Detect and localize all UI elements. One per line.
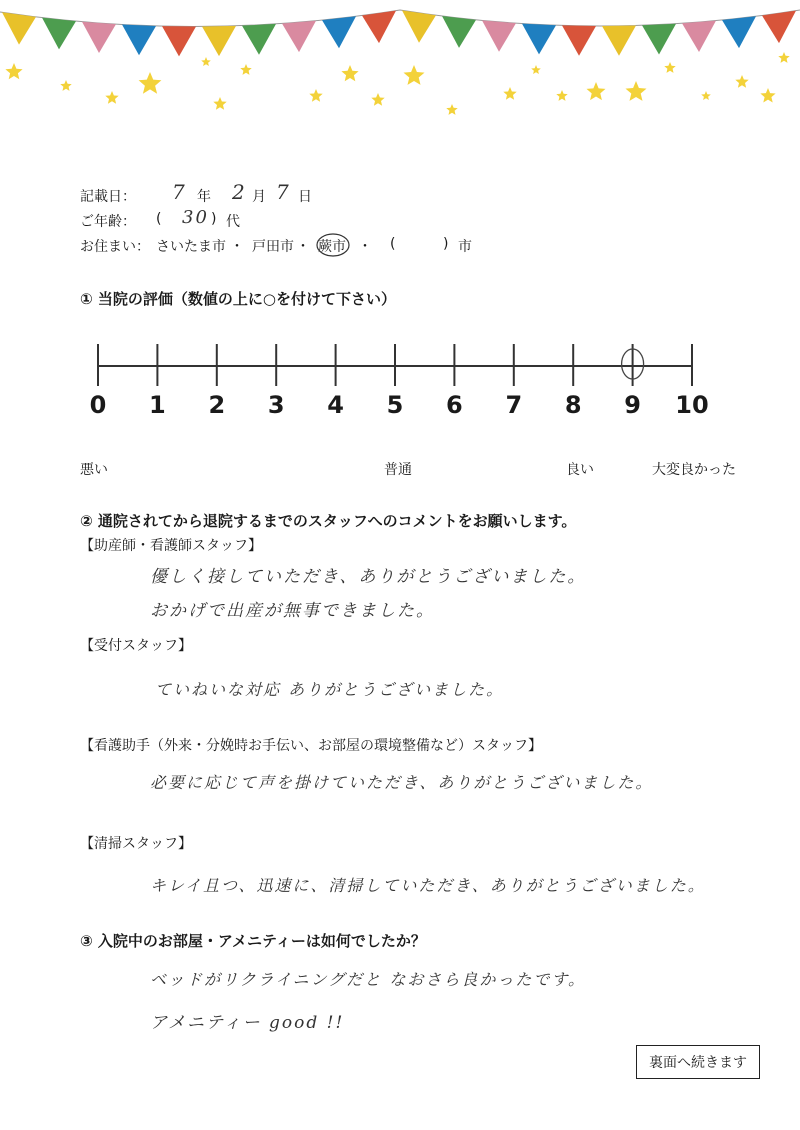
continue-on-back-label: 裏面へ続きます [636, 1045, 760, 1079]
star-icon [735, 75, 748, 88]
star-icon [404, 65, 425, 85]
rating-number-1: 1 [149, 391, 166, 419]
star-icon [587, 82, 606, 100]
bunting-decoration [0, 0, 800, 130]
rating-number-3: 3 [267, 391, 285, 419]
star-icon [701, 91, 711, 100]
star-icon [446, 104, 457, 115]
bunting-flag [282, 21, 316, 52]
section1-title: ① 当院の評価（数値の上に○を付けて下さい） [80, 290, 397, 308]
date-month-value: 2 [232, 180, 247, 204]
star-icon [5, 63, 22, 79]
comment-reception: ていねいな対応 ありがとうございました。 [155, 680, 505, 699]
comment-midwife-line-2: おかげで出産が無事できました。 [150, 601, 435, 621]
section2-title: ② 通院されてから退院するまでのスタッフへのコメントをお願いします。 [80, 512, 577, 530]
bunting-flag [402, 10, 436, 42]
bunting-flag [722, 16, 756, 48]
age-close-paren: ) [211, 211, 217, 227]
comment-midwife-line-1: 優しく接していただき、ありがとうございました。 [150, 567, 587, 587]
residence-separator: ・ [230, 239, 244, 255]
star-icon [664, 62, 675, 73]
bunting-flag [562, 25, 596, 55]
star-icon [503, 87, 516, 100]
bunting-flag [202, 26, 236, 56]
group-label-cleaning: 【清掃スタッフ】 [80, 836, 192, 852]
star-icon [105, 91, 118, 104]
rating-number-8: 8 [564, 391, 582, 419]
star-icon [240, 64, 251, 75]
star-icon [60, 80, 71, 91]
age-label: ご年齢： [80, 214, 136, 230]
bunting-rope [0, 10, 800, 27]
age-value: 30 [182, 207, 209, 228]
comment-room-line-1: ベッドがリクライニングだと なおさら良かったです。 [150, 970, 587, 989]
rating-number-7: 7 [505, 391, 523, 419]
date-label: 記載日： [80, 189, 136, 205]
age-open-paren: ( [156, 211, 162, 227]
group-label-nursing-assistant: 【看護助手（外来・分娩時お手伝い、お部屋の環境整備など）スタッフ】 [80, 738, 542, 754]
rating-number-10: 10 [675, 391, 709, 419]
date-year-unit: 年 [197, 189, 211, 205]
residence-option-toda: 戸田市 [252, 239, 294, 255]
date-month-unit: 月 [252, 189, 266, 205]
star-icon [309, 89, 322, 102]
group-label-midwife-nurse: 【助産師・看護師スタッフ】 [80, 538, 262, 554]
residence-option-saitama: さいたま市 [156, 239, 226, 255]
residence-separator: ・ [358, 239, 372, 255]
residence-other-unit: 市 [458, 239, 472, 255]
residence-other-close: ) [443, 236, 449, 252]
bunting-flag [122, 25, 156, 56]
comment-cleaning: キレイ且つ、迅速に、清掃していただき、ありがとうございました。 [150, 876, 706, 895]
star-icon [371, 93, 384, 106]
date-day-unit: 日 [298, 189, 312, 205]
age-unit: 代 [226, 214, 240, 230]
bunting-flag [642, 24, 676, 55]
scale-word-bad: 悪い [80, 462, 108, 478]
scale-word-good: 良い [566, 462, 594, 478]
comment-nursing-assistant: 必要に応じて声を掛けていただき、ありがとうございました。 [150, 773, 654, 792]
star-icon [760, 88, 775, 103]
scale-word-average: 普通 [384, 462, 412, 478]
rating-number-5: 5 [386, 391, 404, 419]
bunting-flag [682, 21, 716, 52]
bunting-flag [242, 24, 276, 55]
residence-other-open: ( [390, 236, 396, 252]
star-icon [341, 65, 358, 81]
residence-selected-circle [315, 231, 351, 259]
date-day-value: 7 [276, 180, 291, 204]
bunting-flag [362, 11, 396, 43]
residence-label: お住まい： [80, 239, 150, 255]
bunting-flag [762, 11, 796, 43]
residence-option-warabi: 蕨市 [318, 239, 346, 255]
section3-title: ③ 入院中のお部屋・アメニティーは如何でしたか？ [80, 932, 426, 950]
star-icon [201, 57, 211, 66]
residence-separator: ・ [296, 239, 310, 255]
star-icon [531, 65, 541, 74]
star-icon [556, 90, 567, 101]
rating-number-4: 4 [327, 391, 344, 419]
bunting-flag [482, 20, 516, 51]
star-icon [213, 97, 226, 110]
star-icon [139, 72, 162, 94]
date-year-value: 7 [172, 180, 187, 204]
star-icon [626, 81, 647, 101]
bunting-flag [2, 12, 36, 44]
scale-word-very-good: 大変良かった [652, 462, 736, 478]
group-label-reception: 【受付スタッフ】 [80, 638, 192, 654]
star-icon [778, 52, 789, 63]
rating-number-2: 2 [208, 391, 226, 419]
bunting-flag [42, 18, 76, 50]
bunting-flag [162, 26, 196, 56]
bunting-flag [322, 16, 356, 48]
rating-number-0: 0 [89, 391, 107, 419]
bunting-flag [522, 24, 556, 55]
bunting-flag [602, 25, 636, 55]
comment-room-line-2: アメニティー good !! [150, 1013, 345, 1033]
bunting-flag [82, 22, 116, 53]
bunting-flag [442, 16, 476, 48]
rating-number-6: 6 [446, 391, 463, 419]
rating-number-9: 9 [624, 391, 641, 419]
